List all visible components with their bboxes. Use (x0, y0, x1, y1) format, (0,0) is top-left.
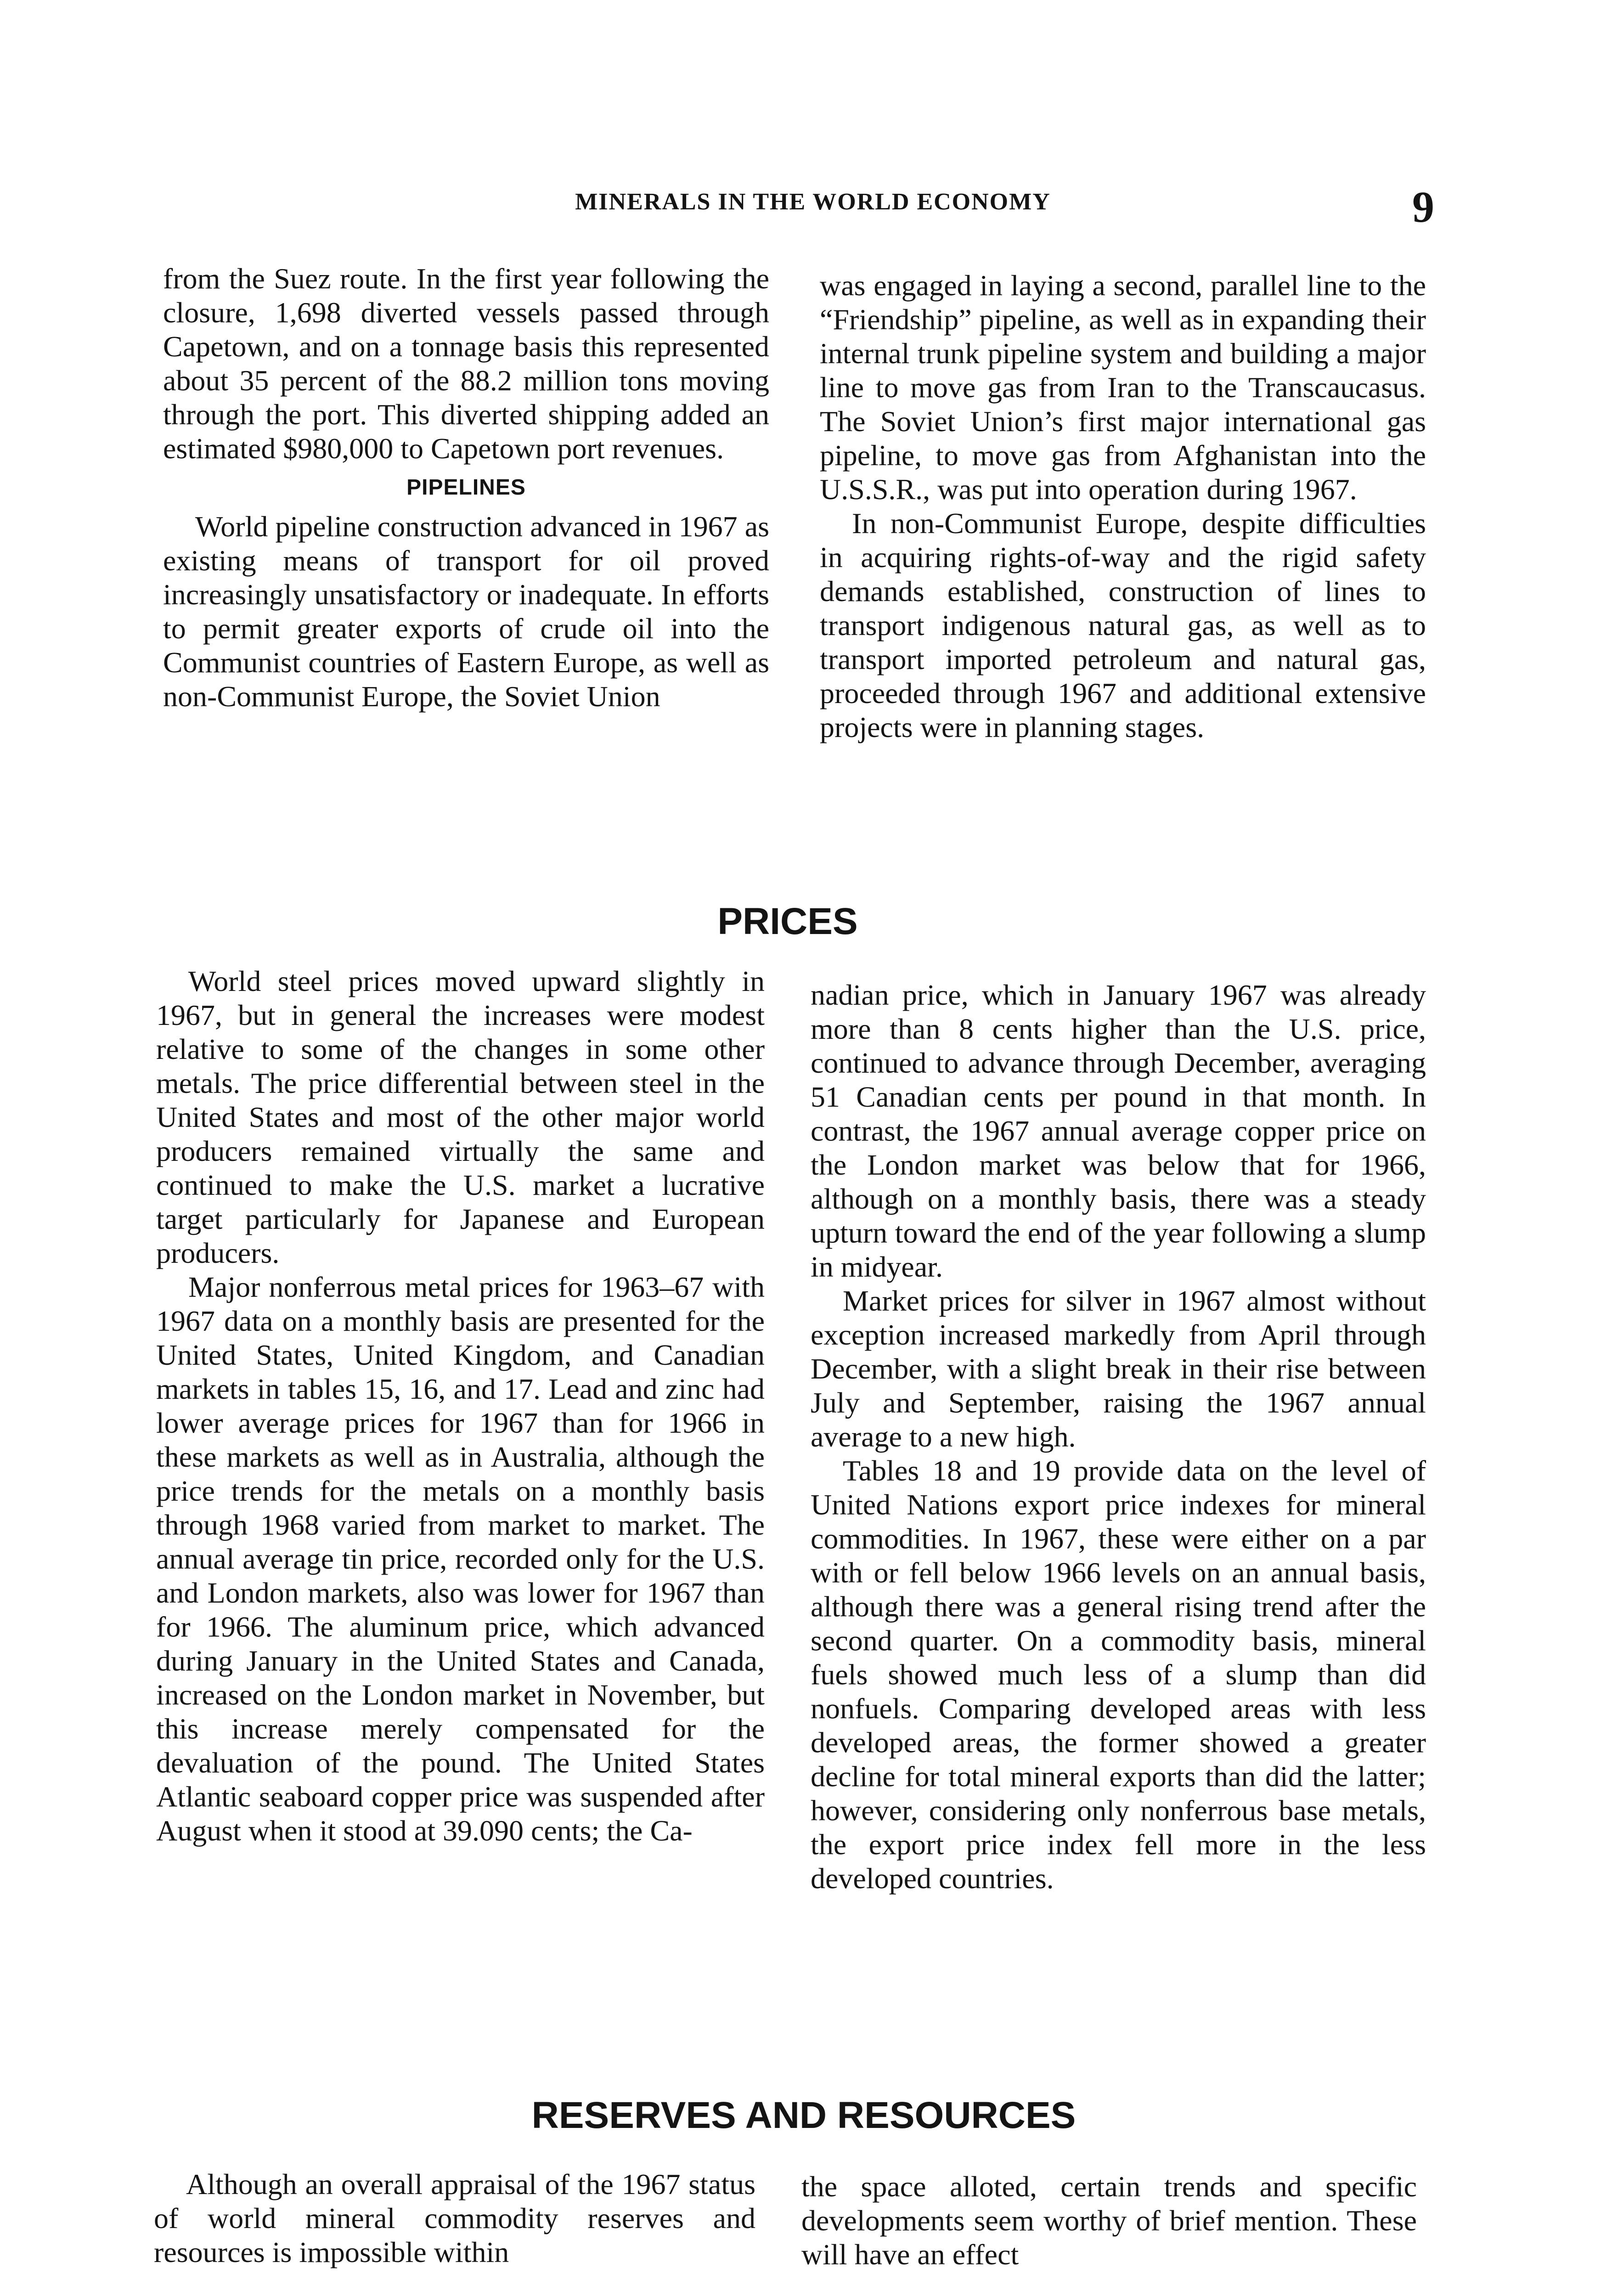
paragraph: Market prices for silver in 1967 almost without exception increased markedly from April through December, with a slight break in their rise between July and September, raising the 1967 annual average to a new high. (811, 1284, 1426, 1453)
running-head: MINERALS IN THE WORLD ECONOMY (575, 189, 1051, 215)
paragraph: nadian price, which in January 1967 was already more than 8 cents higher than the U.S. price, continued to advance through December, averaging 51 Canadian cents per pound in that month. In contrast, the 1967 annual average copper price on the London market was below that for 1966, although on a monthly basis, there was a steady upturn toward the end of the year following a slump in midyear. (811, 979, 1426, 1283)
reserves-heading: RESERVES AND RESOURCES (531, 2094, 1076, 2136)
page-number: 9 (1412, 182, 1434, 231)
reserves-column-left (154, 2167, 755, 2269)
prices-heading: PRICES (717, 900, 858, 942)
paragraph: from the Suez route. In the first year following the closure, 1,698 diverted vessels passed through Capetown, and on a tonnage basis this represented about 35 percent of the 88.2 million tons moving through the port. This diverted shipping added an estimated $980,000 to Capetown port revenues. (163, 262, 769, 465)
paragraph: the space alloted, certain trends and specific developments seem worthy of brief mention. These will have an effect (801, 2170, 1417, 2271)
reserves-column-right (801, 2170, 1417, 2272)
pipelines-heading: PIPELINES (406, 475, 526, 500)
paragraph: In non-Communist Europe, despite difficulties in acquiring rights-of-way and the rigid safety demands established, construction of lines to transport indigenous natural gas, as well as to transport imported petroleum and natural gas, proceeded through 1967 and additional extensive projects were in planning stages. (820, 507, 1426, 743)
prices-column-right (811, 978, 1426, 1896)
paragraph: Although an overall appraisal of the 1967 status of world mineral commodity reserves and resources is impossible within (154, 2168, 755, 2268)
paragraph: Tables 18 and 19 provide data on the level of United Nations export price indexes for mineral commodities. In 1967, these were either on a par with or fell below 1966 levels on an annual basis, although there was a general rising trend after the second quarter. On a commodity basis, mineral fuels showed much less of a slump than did nonfuels. Comparing developed areas with less developed areas, the former showed a greater decline for total mineral exports than did the latter; however, considering only nonferrous base metals, the export price index fell more in the less developed countries. (811, 1454, 1426, 1895)
paragraph: Major nonferrous metal prices for 1963–67 with 1967 data on a monthly basis are presented for the United States, United Kingdom, and Canadian markets in tables 15, 16, and 17. Lead and zinc had lower average prices for 1967 than for 1966 in these markets as well as in Australia, although the price trends for the metals on a monthly basis through 1968 varied from market to market. The annual average tin price, recorded only for the U.S. and London markets, also was lower for 1967 than for 1966. The aluminum price, which advanced during January in the United States and Canada, increased on the London market in November, but this increase merely compensated for the devaluation of the pound. The United States Atlantic seaboard copper price was suspended after August when it stood at 39.090 cents; the Ca- (156, 1271, 765, 1847)
paragraph: was engaged in laying a second, parallel line to the “Friendship” pipeline, as well as in expanding their internal trunk pipeline system and building a major line to move gas from Iran to the Transcaucasus. The Soviet Union’s first major international gas pipeline, to move gas from Afghanistan into the U.S.S.R., was put into operation during 1967. (820, 269, 1426, 506)
paragraph: World pipeline construction advanced in 1967 as existing means of transport for oil proved increasingly unsatisfactory or inadequate. In efforts to permit greater exports of crude oil into the Communist countries of Eastern Europe, as well as non-Communist Europe, the Soviet Union (163, 510, 769, 713)
paragraph: World steel prices moved upward slightly in 1967, but in general the increases were modest relative to some of the changes in some other metals. The price differential between steel in the United States and most of the other major world producers remained virtually the same and continued to make the U.S. market a lucrative target particularly for Japanese and European producers. (156, 965, 765, 1269)
intro-column-left (163, 262, 769, 714)
intro-column-right (820, 269, 1426, 744)
prices-column-left (156, 964, 765, 1848)
